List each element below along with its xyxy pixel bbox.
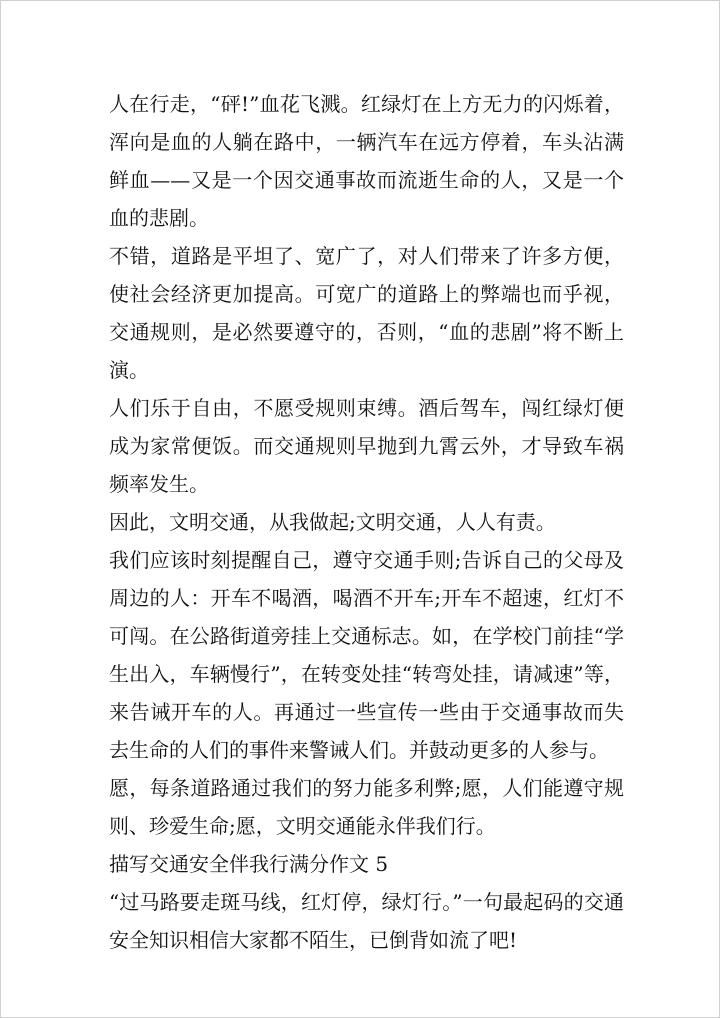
paragraph: 我们应该时刻提醒自己，遵守交通手则;告诉自己的父母及周边的人：开车不喝酒，喝酒不开车;开车不超速，红灯不可闯。在公路街道旁挂上交通标志。如，在学校门前挂“学生出入，车辆慢行”，在转变处挂“转弯处挂，请减速”等，来告诫开车的人。再通过一些宣传一些由于交通事故而失去生命的人们的事件来警诫人们。并鼓动更多的人参与。: [109, 548, 624, 762]
section-title: 描写交通安全伴我行满分作文 5: [109, 852, 389, 876]
document-body: [109, 85, 624, 959]
paragraph: 不错，道路是平坦了、宽广了，对人们带来了许多方便，使社会经济更加提高。可宽广的道路上的弊端也而乎视，交通规则，是必然要遵守的，否则，“血的悲剧”将不断上演。: [109, 244, 624, 382]
paragraph: 人们乐于自由，不愿受规则束缚。酒后驾车，闯红绿灯便成为家常便饭。而交通规则早抛到九霄云外，才导致车祸频率发生。: [109, 396, 624, 496]
paragraph: 愿，每条道路通过我们的努力能多利弊;愿，人们能遵守规则、珍爱生命;愿，文明交通能永伴我们行。: [109, 776, 624, 838]
paragraph: “过马路要走斑马线，红灯停，绿灯行。”一句最起码的交通安全知识相信大家都不陌生，已倒背如流了吧!: [109, 890, 624, 952]
paragraph: 因此，文明交通，从我做起;文明交通，人人有责。: [109, 510, 556, 534]
paragraph: 人在行走，“砰!”血花飞溅。红绿灯在上方无力的闪烁着，浑向是血的人躺在路中，一辆汽车在远方停着，车头沾满鲜血——又是一个因交通事故而流逝生命的人，又是一个血的悲剧。: [109, 92, 624, 230]
